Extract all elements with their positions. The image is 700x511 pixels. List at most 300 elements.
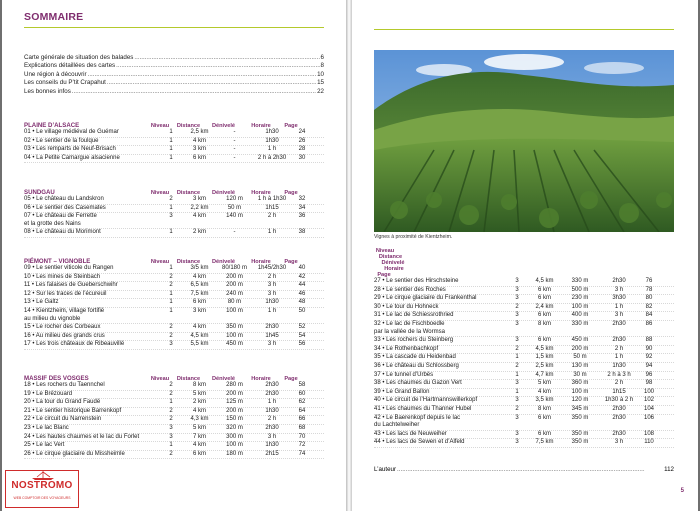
- table-row: [24, 442, 324, 451]
- walk-level: 2: [515, 345, 519, 352]
- table-row: [374, 304, 674, 313]
- walk-elevation: -: [233, 146, 236, 153]
- table-row: [374, 295, 674, 304]
- table-row: [24, 425, 324, 434]
- table-row: [24, 155, 324, 164]
- walk-duration: 3 h: [267, 290, 277, 297]
- walk-name: 38 • Les chaumes du Gazon Vert: [374, 380, 462, 387]
- walk-duration: 2 h: [267, 213, 277, 220]
- walk-duration: 1h30: [265, 299, 279, 306]
- walk-level: 3: [515, 278, 519, 284]
- walk-level: 3: [515, 439, 519, 446]
- table-row: [24, 324, 324, 333]
- walk-distance: 2,5 km: [190, 129, 209, 135]
- walk-page: 30: [298, 154, 306, 161]
- walk-distance: 6,5 km: [190, 282, 209, 289]
- walk-duration: 2h30: [265, 324, 279, 331]
- walk-level: 2: [169, 332, 173, 339]
- walk-page: 32: [298, 196, 306, 202]
- walk-level: 1: [169, 307, 173, 314]
- walk-distance: 6 km: [537, 312, 551, 319]
- walk-distance: 5 km: [537, 380, 551, 387]
- walk-name: 43 • Les lacs de Neuweiher: [374, 430, 447, 437]
- walk-elevation: 350 m: [226, 324, 243, 331]
- walk-duration: 3 h: [614, 439, 624, 446]
- table-row: [24, 138, 324, 147]
- table-row: [24, 213, 324, 229]
- walk-level: 3: [169, 341, 173, 348]
- table-row: [24, 341, 324, 350]
- column-header-page: Page: [284, 376, 298, 382]
- vineyard-photo: [374, 50, 674, 232]
- walk-distance: 6 km: [537, 286, 551, 293]
- walk-elevation: 80 m: [227, 299, 242, 306]
- walk-elevation: 120 m: [226, 196, 243, 202]
- walk-elevation: 120 m: [571, 397, 589, 404]
- section-piemont: [24, 256, 324, 350]
- intro-label: Les bonnes infos: [24, 87, 71, 95]
- nostromo-logo: [5, 470, 79, 508]
- intro-row: [24, 69, 324, 78]
- walk-name: 15 • Le rocher des Corbeaux: [24, 324, 101, 331]
- walk-elevation: 200 m: [226, 407, 243, 414]
- walk-elevation: -: [233, 137, 236, 144]
- table-row: [24, 274, 324, 283]
- walk-level: 2: [169, 196, 173, 202]
- walk-level: 2: [169, 324, 173, 331]
- table-row: [24, 333, 324, 342]
- table-row: [374, 380, 674, 389]
- logo-name: NOSTROMO: [11, 480, 73, 491]
- table-row: [24, 308, 324, 324]
- walk-elevation: 230 m: [571, 295, 589, 302]
- walk-name: 22 • Le circuit du Narrenstein: [24, 416, 102, 423]
- table-row: [374, 415, 674, 431]
- section-title: SUNDGAU: [24, 189, 55, 196]
- walk-distance: 3 km: [192, 307, 206, 314]
- intro-list: [24, 52, 324, 95]
- section-header: [24, 187, 324, 196]
- walk-level: 3: [515, 312, 519, 319]
- walk-elevation: 180 m: [226, 450, 243, 457]
- walk-duration: 1h45: [265, 332, 279, 339]
- leader-dots: [107, 79, 316, 86]
- section-header: [24, 120, 324, 129]
- walk-level: 1: [169, 154, 173, 161]
- walk-duration: 2 h: [614, 380, 624, 387]
- column-header-niveau: Niveau: [150, 376, 170, 382]
- walk-page: 44: [298, 282, 306, 289]
- walk-distance: 6 km: [537, 337, 551, 344]
- walk-elevation: 320 m: [226, 424, 243, 431]
- walk-level: 1: [169, 299, 173, 306]
- intro-page: 22: [317, 87, 324, 95]
- table-row: [24, 229, 324, 238]
- column-header-denivele: Dénivelé: [211, 259, 235, 265]
- walk-page: 84: [645, 312, 653, 319]
- table-row: [24, 291, 324, 300]
- walk-distance: 3/5 km: [190, 265, 209, 271]
- column-header-page: Page: [284, 190, 298, 196]
- walk-duration: 2 h: [267, 273, 277, 280]
- walk-name: 42 • Le Baerenkopf depuis le lac du Lachtelweiher: [374, 414, 461, 429]
- walk-duration: 2 h: [614, 345, 624, 352]
- table-row: [374, 431, 674, 440]
- walk-page: 62: [298, 399, 306, 406]
- table-row: [24, 434, 324, 443]
- walk-distance: 3 km: [192, 196, 206, 202]
- walk-name: 24 • Les hautes chaumes et le lac du Forlet: [24, 433, 140, 440]
- walk-distance: 4 km: [192, 407, 206, 414]
- walk-page: 66: [298, 416, 306, 423]
- table-row: [24, 146, 324, 155]
- walk-distance: 4 km: [192, 324, 206, 331]
- logo-tagline: WEB COMPTOIR DES VOYAGEURS: [13, 496, 71, 500]
- walk-page: 90: [645, 345, 653, 352]
- walk-name: 21 • Le sentier historique Barrenkopf: [24, 407, 122, 414]
- walk-page: 28: [298, 146, 306, 153]
- walk-level: 2: [515, 303, 519, 310]
- walk-distance: 4 km: [192, 273, 206, 280]
- walk-page: 102: [643, 397, 654, 404]
- walk-name: 05 • Le château du Landskron: [24, 196, 104, 202]
- intro-page: 10: [317, 70, 324, 78]
- walk-level: 3: [515, 414, 519, 421]
- walk-name: 10 • Les mines de Steinbach: [24, 273, 101, 280]
- walk-duration: 2h30: [612, 405, 626, 412]
- walk-page: 88: [645, 337, 653, 344]
- section-header: [374, 248, 674, 278]
- walk-page: 106: [643, 414, 654, 421]
- table-row: [24, 205, 324, 214]
- walk-distance: 5,5 km: [190, 341, 209, 348]
- walk-duration: 2h30: [265, 382, 279, 388]
- walk-name: 14 • Kientzheim, village fortifié au milieu du vignoble: [24, 307, 105, 322]
- column-header-horaire: Horaire: [251, 259, 271, 265]
- table-row: [24, 451, 324, 460]
- walk-elevation: 280 m: [226, 382, 243, 388]
- walk-level: 2: [515, 405, 519, 412]
- walk-duration: 2h30: [612, 430, 626, 437]
- walk-distance: 7 km: [192, 433, 206, 440]
- walk-page: 108: [643, 430, 654, 437]
- section-massif: [24, 373, 324, 459]
- column-header-page: Page: [284, 259, 298, 265]
- table-row: [24, 399, 324, 408]
- table-row: [374, 397, 674, 406]
- table-row: [24, 391, 324, 400]
- walk-name: 31 • Le lac de Schiessrothried: [374, 312, 454, 319]
- walk-level: 1: [515, 371, 519, 378]
- walk-level: 3: [515, 430, 519, 437]
- walk-elevation: 100 m: [226, 332, 243, 339]
- walk-name: 02 • Le sentier de la foulque: [24, 137, 99, 144]
- author-row: [374, 466, 674, 473]
- walk-page: 100: [643, 388, 654, 395]
- walk-distance: 4 km: [537, 388, 551, 395]
- vineyard-image: [374, 50, 674, 232]
- table-row: [374, 321, 674, 337]
- right-page: [352, 0, 698, 511]
- column-header-distance: Distance: [176, 190, 201, 196]
- column-header-horaire: Horaire: [384, 266, 404, 272]
- walk-distance: 3 km: [192, 146, 206, 153]
- walk-duration: 1h30: [265, 129, 279, 135]
- page-number: 5: [680, 488, 684, 494]
- walk-duration: 3 h: [267, 282, 277, 289]
- walk-distance: 6 km: [192, 154, 206, 161]
- section-plaine: [24, 120, 324, 163]
- walk-name: 03 • Les remparts de Neuf-Brisach: [24, 146, 116, 153]
- intro-page: 6: [320, 53, 324, 61]
- walk-page: 40: [298, 265, 306, 271]
- author-page: 112: [664, 466, 674, 473]
- walk-duration: 3 h: [267, 433, 277, 440]
- walk-distance: 7,5 km: [535, 439, 554, 446]
- walk-page: 74: [298, 450, 306, 457]
- walk-name: 28 • Le sentier des Roches: [374, 286, 446, 293]
- walk-distance: 2,5 km: [535, 362, 554, 369]
- walk-level: 2: [169, 450, 173, 457]
- walk-distance: 5 km: [192, 390, 206, 397]
- walk-name: 29 • Le cirque glaciaire du Frankenthal: [374, 295, 477, 302]
- walk-name: 27 • Le sentier des Hirschsteine: [374, 278, 459, 284]
- walk-page: 96: [645, 371, 653, 378]
- section-header: [24, 373, 324, 382]
- walk-distance: 6 km: [537, 430, 551, 437]
- walk-name: 06 • Le sentier des Casemates: [24, 204, 106, 211]
- table-row: [24, 196, 324, 205]
- table-row: [374, 278, 674, 287]
- walk-distance: 4 km: [192, 442, 206, 449]
- column-header-niveau: Niveau: [375, 248, 395, 254]
- walk-page: 104: [643, 405, 654, 412]
- walk-distance: 4,5 km: [535, 345, 554, 352]
- walk-page: 94: [645, 362, 653, 369]
- intro-row: [24, 78, 324, 87]
- table-row: [374, 439, 674, 448]
- intro-page: 15: [317, 79, 324, 87]
- column-header-distance: Distance: [176, 376, 201, 382]
- walk-page: 38: [298, 229, 306, 236]
- walk-elevation: 125 m: [226, 399, 243, 406]
- section-header: [24, 256, 324, 265]
- intro-label: Explications détaillées des cartes: [24, 62, 116, 70]
- intro-label: Carte générale de situation des balades: [24, 53, 134, 61]
- column-header-distance: Distance: [378, 254, 403, 260]
- section-title: PLAINE D’ALSACE: [24, 122, 80, 129]
- walk-page: 64: [298, 407, 306, 414]
- ship-icon: [30, 471, 56, 480]
- table-row: [374, 363, 674, 372]
- walk-name: 08 • Le château du Morimont: [24, 229, 101, 236]
- table-row: [24, 282, 324, 291]
- walk-elevation: -: [233, 229, 236, 236]
- walk-level: 1: [169, 129, 173, 135]
- column-header-denivele: Dénivelé: [211, 123, 235, 129]
- walk-elevation: 200 m: [226, 273, 243, 280]
- walk-duration: 2 h à 2h30: [257, 154, 287, 161]
- walk-page: 76: [645, 278, 653, 284]
- walk-level: 3: [515, 337, 519, 344]
- right-table: [374, 248, 674, 448]
- walk-page: 80: [645, 295, 653, 302]
- walk-elevation: 200 m: [571, 345, 589, 352]
- column-header-niveau: Niveau: [150, 259, 170, 265]
- walk-page: 92: [645, 354, 653, 361]
- walk-duration: 1h15: [612, 388, 626, 395]
- walk-name: 12 • Sur les traces de l’écureuil: [24, 290, 107, 297]
- walk-page: 72: [298, 442, 306, 449]
- walk-elevation: 450 m: [571, 337, 589, 344]
- walk-page: 82: [645, 303, 653, 310]
- walk-elevation: 300 m: [226, 433, 243, 440]
- walk-level: 1: [169, 146, 173, 153]
- walk-name: 04 • La Petite Camargue alsacienne: [24, 154, 120, 161]
- header-rule: [374, 29, 674, 30]
- walk-level: 1: [169, 204, 173, 211]
- intro-page: 8: [320, 62, 324, 70]
- walk-distance: 8 km: [537, 405, 551, 412]
- walk-page: 60: [298, 390, 306, 397]
- column-header-distance: Distance: [176, 259, 201, 265]
- walk-duration: 1 h: [267, 146, 277, 153]
- walk-elevation: 100 m: [571, 388, 589, 395]
- walk-page: 42: [298, 273, 306, 280]
- walk-duration: 1h30: [265, 407, 279, 414]
- walk-name: 34 • Le Rothenbachkopf: [374, 345, 439, 352]
- column-header-denivele: Dénivelé: [381, 260, 405, 266]
- walk-page: 58: [298, 382, 306, 388]
- column-header-niveau: Niveau: [150, 190, 170, 196]
- walk-distance: 4 km: [192, 137, 206, 144]
- walk-duration: 2h30: [612, 337, 626, 344]
- walk-name: 40 • Le circuit de l’Hartmannswillerkopf: [374, 397, 478, 404]
- walk-elevation: 150 m: [226, 416, 243, 423]
- walk-duration: 1h30: [265, 137, 279, 144]
- walk-duration: 2h30: [612, 278, 626, 284]
- walk-elevation: 450 m: [226, 341, 243, 348]
- walk-elevation: 100 m: [571, 303, 589, 310]
- walk-duration: 3 h: [614, 312, 624, 319]
- walk-name: 39 • Le Grand Ballon: [374, 388, 430, 395]
- walk-duration: 2h15: [265, 450, 279, 457]
- walk-level: 2: [169, 282, 173, 289]
- column-header-horaire: Horaire: [251, 190, 271, 196]
- walk-distance: 4,3 km: [190, 416, 209, 423]
- table-row: [374, 389, 674, 398]
- walk-elevation: 345 m: [571, 405, 589, 412]
- walk-elevation: 330 m: [571, 278, 589, 284]
- walk-page: 56: [298, 341, 306, 348]
- walk-level: 1: [169, 265, 173, 271]
- intro-label: Les conseils du P’tit Crapahut: [24, 79, 106, 87]
- walk-level: 2: [169, 390, 173, 397]
- walk-name: 32 • Le lac de Fischboedle par la vallée de la Wormsa: [374, 320, 445, 335]
- walk-elevation: 140 m: [226, 213, 243, 220]
- walk-page: 78: [645, 286, 653, 293]
- walk-elevation: 200 m: [226, 390, 243, 397]
- walk-page: 68: [298, 424, 306, 431]
- walk-elevation: 100 m: [226, 307, 243, 314]
- table-row: [374, 354, 674, 363]
- walk-level: 3: [515, 397, 519, 404]
- walk-duration: 1 h: [267, 399, 277, 406]
- walk-elevation: 50 m: [227, 204, 242, 211]
- walk-name: 41 • Les chaumes du Thanner Hubel: [374, 405, 472, 412]
- walk-level: 3: [169, 213, 173, 220]
- left-page: [2, 0, 348, 511]
- walk-duration: 2 h à 3 h: [607, 371, 631, 378]
- column-header-page: Page: [377, 272, 391, 278]
- walk-level: 2: [169, 273, 173, 280]
- walk-duration: 2h30: [612, 320, 626, 327]
- intro-label: Une région à découvrir: [24, 70, 87, 78]
- walk-distance: 2,4 km: [535, 303, 554, 310]
- walk-name: 37 • Le tunnel d’Urbès: [374, 371, 434, 378]
- section-sundgau: [24, 187, 324, 238]
- table-row: [374, 337, 674, 346]
- walk-level: 3: [515, 286, 519, 293]
- walk-distance: 4 km: [192, 213, 206, 220]
- leader-dots: [116, 62, 319, 69]
- walk-elevation: 350 m: [571, 430, 589, 437]
- walk-elevation: 500 m: [571, 286, 589, 293]
- walk-distance: 6 km: [192, 299, 206, 306]
- column-header-page: Page: [284, 123, 298, 129]
- walk-distance: 4,5 km: [190, 332, 209, 339]
- table-row: [24, 416, 324, 425]
- walk-page: 26: [298, 137, 306, 144]
- walk-elevation: 30 m: [573, 371, 587, 378]
- walk-duration: 1h30: [265, 442, 279, 449]
- walk-duration: 2h30: [265, 390, 279, 397]
- walk-elevation: 80/180 m: [221, 265, 248, 271]
- walk-duration: 3 h: [614, 286, 624, 293]
- walk-duration: 2h30: [265, 424, 279, 431]
- table-row: [374, 372, 674, 381]
- walk-name: 20 • La tour du Grand Faudé: [24, 399, 101, 406]
- leader-dots: [397, 466, 663, 473]
- walk-name: 30 • Le tour du Hohneck: [374, 303, 439, 310]
- column-header-distance: Distance: [176, 123, 201, 129]
- walk-level: 1: [169, 442, 173, 449]
- section-title: MASSIF DES VOSGES: [24, 375, 89, 382]
- walk-name: 19 • Le Brézouard: [24, 390, 73, 397]
- walk-name: 13 • Le Galtz: [24, 299, 59, 306]
- walk-duration: 2h30: [612, 414, 626, 421]
- walk-distance: 8 km: [192, 382, 206, 388]
- table-row: [374, 287, 674, 296]
- walk-name: 11 • Les falaises de Gueberschwihr: [24, 282, 118, 289]
- photo-caption: Vignes à proximité de Kientzheim.: [374, 234, 453, 240]
- walk-page: 34: [298, 204, 306, 211]
- walk-level: 2: [169, 382, 173, 388]
- column-header-horaire: Horaire: [251, 123, 271, 129]
- walk-distance: 2,2 km: [190, 204, 209, 211]
- walk-duration: 1h45/2h30: [257, 265, 287, 271]
- walk-distance: 2 km: [192, 399, 206, 406]
- walk-duration: 1h30: [612, 362, 626, 369]
- walk-name: 18 • Les rochers du Taennchel: [24, 382, 105, 388]
- walk-name: 16 • Au milieu des grands crus: [24, 332, 105, 339]
- walk-level: 1: [169, 137, 173, 144]
- walk-distance: 5 km: [192, 424, 206, 431]
- walk-page: 50: [298, 307, 306, 314]
- walk-level: 1: [169, 290, 173, 297]
- walk-distance: 4,7 km: [535, 371, 554, 378]
- walk-level: 2: [169, 407, 173, 414]
